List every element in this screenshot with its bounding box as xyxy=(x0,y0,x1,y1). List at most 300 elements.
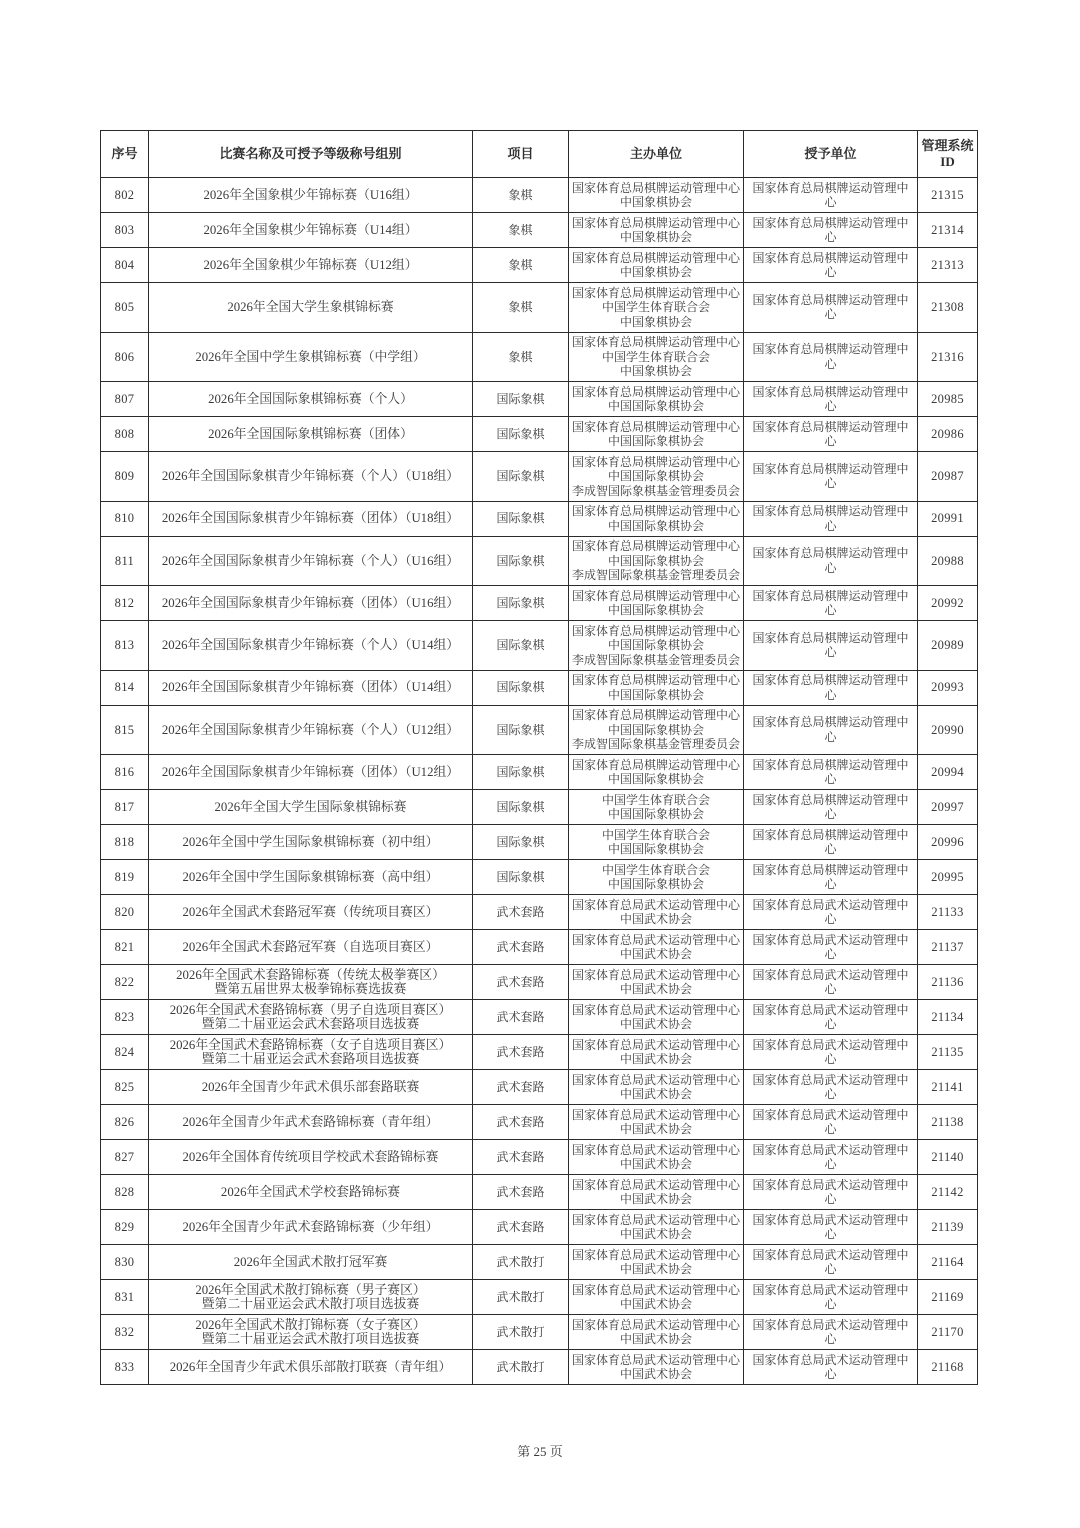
cell-grantor xyxy=(744,621,918,671)
cell-name xyxy=(149,621,473,671)
cell-text-line: 20986 xyxy=(931,426,964,441)
cell-text-line: 21141 xyxy=(931,1079,964,1094)
cell-text-line: 828 xyxy=(114,1184,135,1199)
page-number: 第 25 页 xyxy=(517,1444,563,1459)
cell-text-line: 2026年全国武术散打锦标赛（女子赛区） xyxy=(195,1317,426,1332)
cell-text-line: 827 xyxy=(114,1149,135,1164)
cell-organizer xyxy=(569,1035,744,1070)
cell-system-id xyxy=(918,705,978,755)
cell-text-line: 2026年全国青少年武术套路锦标赛（少年组） xyxy=(182,1219,439,1234)
table-row xyxy=(101,670,978,705)
table-row xyxy=(101,1245,978,1280)
cell-text-line: 暨第二十届亚运会武术散打项目选拔赛 xyxy=(201,1297,420,1311)
cell-text-line: 武术套路 xyxy=(496,1184,545,1199)
cell-system-id xyxy=(918,621,978,671)
cell-grantor xyxy=(744,1000,918,1035)
cell-seq xyxy=(101,965,149,1000)
cell-text-line: 国家体育总局棋牌运动管理中心 xyxy=(572,335,741,349)
cell-text-line: 暨第二十届亚运会武术套路项目选拔赛 xyxy=(201,1052,420,1066)
cell-grantor xyxy=(744,1245,918,1280)
cell-text-line: 国家体育总局武术运动管理中心 xyxy=(752,932,909,961)
cell-grantor xyxy=(744,213,918,248)
cell-text-line: 中国武术协会 xyxy=(619,1052,692,1066)
cell-sport xyxy=(473,1350,569,1385)
cell-system-id xyxy=(918,755,978,790)
cell-text-line: 国家体育总局棋牌运动管理中心 xyxy=(572,757,741,772)
table-row xyxy=(101,1210,978,1245)
cell-text-line: 国家体育总局武术运动管理中心 xyxy=(572,932,741,947)
cell-text-line: 21133 xyxy=(931,904,964,919)
cell-text-line: 国际象棋 xyxy=(496,680,545,695)
cell-text-line: 804 xyxy=(114,257,135,272)
cell-name xyxy=(149,965,473,1000)
cell-text-line: 807 xyxy=(114,391,135,406)
cell-grantor xyxy=(744,1350,918,1385)
cell-sport xyxy=(473,1035,569,1070)
cell-text-line: 20989 xyxy=(931,638,964,652)
cell-text-line: 809 xyxy=(114,469,135,483)
table-row xyxy=(101,536,978,586)
cell-text-line: 国家体育总局棋牌运动管理中心 xyxy=(752,827,909,856)
cell-system-id xyxy=(918,895,978,930)
cell-text-line: 国家体育总局棋牌运动管理中心 xyxy=(572,708,741,722)
cell-system-id xyxy=(918,1315,978,1350)
cell-grantor xyxy=(744,755,918,790)
cell-text-line: 2026年全国武术散打冠军赛 xyxy=(233,1254,388,1269)
cell-organizer xyxy=(569,248,744,283)
competitions-table xyxy=(100,130,978,1385)
cell-grantor xyxy=(744,965,918,1000)
cell-text-line: 国家体育总局棋牌运动管理中心 xyxy=(752,862,909,891)
cell-text-line: 20990 xyxy=(931,722,964,737)
cell-text-line: 20997 xyxy=(931,799,964,814)
cell-text-line: 中国学生体育联合会 xyxy=(601,792,710,807)
cell-sport xyxy=(473,1000,569,1035)
cell-text-line: 国际象棋 xyxy=(496,511,545,526)
cell-name xyxy=(149,1175,473,1210)
cell-text-line: 2026年全国国际象棋青少年锦标赛（团体）（U14组） xyxy=(161,680,460,695)
cell-text-line: 21313 xyxy=(931,257,964,272)
cell-text-line: 813 xyxy=(114,638,135,652)
cell-seq xyxy=(101,1315,149,1350)
cell-system-id xyxy=(918,1280,978,1315)
cell-text-line: 国际象棋 xyxy=(496,426,545,441)
cell-text-line: 国家体育总局棋牌运动管理中心 xyxy=(572,673,741,687)
cell-system-id xyxy=(918,382,978,417)
cell-text-line: 2026年全国武术套路冠军赛（自选项目赛区） xyxy=(182,939,439,954)
cell-organizer xyxy=(569,1315,744,1350)
cell-grantor xyxy=(744,1140,918,1175)
cell-system-id xyxy=(918,1140,978,1175)
cell-text-line: 国家体育总局棋牌运动管理中心 xyxy=(752,546,909,575)
cell-text-line: 中国国际象棋协会 xyxy=(607,687,704,702)
cell-sport xyxy=(473,930,569,965)
cell-sport xyxy=(473,178,569,213)
cell-text-line: 国家体育总局棋牌运动管理中心 xyxy=(752,792,909,821)
cell-sport xyxy=(473,1175,569,1210)
cell-seq xyxy=(101,536,149,586)
cell-text-line: 中国武术协会 xyxy=(619,1332,692,1346)
table-row xyxy=(101,860,978,895)
cell-text-line: 国家体育总局棋牌运动管理中心 xyxy=(572,419,741,434)
cell-text-line: 822 xyxy=(114,974,135,989)
header-text-line: 序号 xyxy=(111,146,138,161)
cell-organizer xyxy=(569,1140,744,1175)
cell-text-line: 国家体育总局武术运动管理中心 xyxy=(572,1247,741,1262)
cell-name xyxy=(149,213,473,248)
cell-text-line: 2026年全国武术学校套路锦标赛 xyxy=(220,1184,401,1199)
cell-text-line: 810 xyxy=(114,511,135,526)
cell-sport xyxy=(473,586,569,621)
cell-seq xyxy=(101,248,149,283)
cell-text-line: 国家体育总局棋牌运动管理中心 xyxy=(572,539,741,553)
cell-system-id xyxy=(918,825,978,860)
cell-text-line: 国家体育总局武术运动管理中心 xyxy=(752,1002,909,1031)
cell-system-id xyxy=(918,1000,978,1035)
cell-grantor xyxy=(744,670,918,705)
cell-seq xyxy=(101,501,149,536)
cell-text-line: 中国武术协会 xyxy=(619,947,692,961)
cell-text-line: 中国国际象棋协会 xyxy=(607,877,704,891)
cell-seq xyxy=(101,586,149,621)
cell-text-line: 中国学生体育联合会 xyxy=(601,862,710,877)
cell-name xyxy=(149,1245,473,1280)
cell-system-id xyxy=(918,1070,978,1105)
cell-text-line: 武术套路 xyxy=(496,974,545,989)
cell-text-line: 中国国际象棋协会 xyxy=(607,434,704,448)
cell-text-line: 象棋 xyxy=(508,300,533,314)
cell-text-line: 2026年全国青少年武术俱乐部套路联赛 xyxy=(201,1079,420,1094)
col-header-sport xyxy=(473,131,569,178)
cell-seq xyxy=(101,283,149,333)
table-row xyxy=(101,755,978,790)
cell-text-line: 国家体育总局棋牌运动管理中心 xyxy=(752,180,909,209)
cell-seq xyxy=(101,382,149,417)
cell-system-id xyxy=(918,178,978,213)
cell-organizer xyxy=(569,930,744,965)
cell-seq xyxy=(101,930,149,965)
cell-name xyxy=(149,1035,473,1070)
table-row xyxy=(101,332,978,382)
cell-text-line: 国家体育总局武术运动管理中心 xyxy=(572,1212,741,1227)
cell-seq xyxy=(101,705,149,755)
cell-grantor xyxy=(744,501,918,536)
cell-seq xyxy=(101,621,149,671)
cell-text-line: 831 xyxy=(114,1289,135,1304)
cell-system-id xyxy=(918,930,978,965)
cell-name xyxy=(149,930,473,965)
cell-name xyxy=(149,283,473,333)
header-text-line: 比赛名称及可授予等级称号组别 xyxy=(219,146,402,161)
cell-sport xyxy=(473,790,569,825)
cell-seq xyxy=(101,1245,149,1280)
cell-name xyxy=(149,248,473,283)
cell-text-line: 812 xyxy=(114,595,135,610)
cell-text-line: 国家体育总局棋牌运动管理中心 xyxy=(572,215,741,230)
table-row xyxy=(101,1175,978,1210)
cell-text-line: 国家体育总局武术运动管理中心 xyxy=(572,1282,741,1297)
cell-text-line: 20994 xyxy=(931,764,964,779)
cell-sport xyxy=(473,755,569,790)
cell-text-line: 816 xyxy=(114,764,135,779)
cell-text-line: 李成智国际象棋基金管理委员会 xyxy=(572,652,741,667)
cell-text-line: 国家体育总局棋牌运动管理中心 xyxy=(752,673,909,702)
cell-grantor xyxy=(744,1105,918,1140)
cell-text-line: 814 xyxy=(114,680,135,695)
cell-sport xyxy=(473,1280,569,1315)
table-row xyxy=(101,452,978,502)
cell-sport xyxy=(473,1315,569,1350)
cell-text-line: 中国武术协会 xyxy=(619,1192,692,1206)
cell-system-id xyxy=(918,1210,978,1245)
cell-grantor xyxy=(744,895,918,930)
cell-text-line: 国家体育总局武术运动管理中心 xyxy=(572,1072,741,1087)
cell-text-line: 中国武术协会 xyxy=(619,1297,692,1311)
cell-sport xyxy=(473,895,569,930)
cell-seq xyxy=(101,178,149,213)
table-row xyxy=(101,178,978,213)
cell-name xyxy=(149,1140,473,1175)
cell-organizer xyxy=(569,1070,744,1105)
cell-sport xyxy=(473,332,569,382)
cell-text-line: 国家体育总局棋牌运动管理中心 xyxy=(572,454,741,469)
cell-name xyxy=(149,536,473,586)
cell-organizer xyxy=(569,382,744,417)
cell-text-line: 中国武术协会 xyxy=(619,1122,692,1136)
cell-text-line: 李成智国际象棋基金管理委员会 xyxy=(572,568,741,582)
col-header-name xyxy=(149,131,473,178)
cell-system-id xyxy=(918,790,978,825)
cell-text-line: 817 xyxy=(114,799,135,814)
table-row xyxy=(101,1000,978,1035)
table-header xyxy=(101,131,978,178)
header-text-line: 授予单位 xyxy=(804,146,857,161)
cell-text-line: 国际象棋 xyxy=(496,595,545,610)
cell-text-line: 国家体育总局武术运动管理中心 xyxy=(752,1247,909,1276)
cell-text-line: 中国国际象棋协会 xyxy=(607,842,704,856)
header-text-line: ID xyxy=(940,154,955,169)
cell-text-line: 国际象棋 xyxy=(496,722,545,737)
cell-organizer xyxy=(569,825,744,860)
cell-text-line: 2026年全国国际象棋青少年锦标赛（个人）（U16组） xyxy=(161,553,460,568)
cell-system-id xyxy=(918,501,978,536)
cell-text-line: 2026年全国大学生国际象棋锦标赛 xyxy=(214,799,407,814)
cell-text-line: 国家体育总局武术运动管理中心 xyxy=(572,1317,741,1332)
cell-grantor xyxy=(744,382,918,417)
cell-text-line: 中国武术协会 xyxy=(619,1262,692,1276)
cell-seq xyxy=(101,1175,149,1210)
cell-organizer xyxy=(569,1175,744,1210)
cell-text-line: 武术套路 xyxy=(496,1219,545,1234)
cell-text-line: 2026年全国中学生国际象棋锦标赛（初中组） xyxy=(182,834,439,849)
cell-text-line: 国家体育总局武术运动管理中心 xyxy=(752,1037,909,1066)
cell-text-line: 21142 xyxy=(931,1184,964,1199)
cell-organizer xyxy=(569,586,744,621)
cell-grantor xyxy=(744,1035,918,1070)
cell-text-line: 中国武术协会 xyxy=(619,1367,692,1381)
cell-text-line: 国家体育总局棋牌运动管理中心 xyxy=(752,419,909,448)
cell-text-line: 国家体育总局棋牌运动管理中心 xyxy=(752,504,909,533)
cell-name xyxy=(149,705,473,755)
cell-system-id xyxy=(918,1350,978,1385)
cell-system-id xyxy=(918,283,978,333)
cell-grantor xyxy=(744,283,918,333)
cell-grantor xyxy=(744,790,918,825)
cell-sport xyxy=(473,501,569,536)
table-row xyxy=(101,417,978,452)
cell-text-line: 21164 xyxy=(931,1254,964,1269)
cell-seq xyxy=(101,670,149,705)
cell-name xyxy=(149,501,473,536)
cell-text-line: 20985 xyxy=(931,391,964,406)
cell-sport xyxy=(473,705,569,755)
cell-name xyxy=(149,1210,473,1245)
cell-text-line: 国家体育总局棋牌运动管理中心 xyxy=(752,384,909,413)
cell-system-id xyxy=(918,670,978,705)
cell-grantor xyxy=(744,536,918,586)
cell-text-line: 国家体育总局武术运动管理中心 xyxy=(572,1037,741,1052)
cell-text-line: 819 xyxy=(114,869,135,884)
cell-text-line: 武术套路 xyxy=(496,1009,545,1024)
table-row xyxy=(101,1350,978,1385)
cell-text-line: 2026年全国国际象棋青少年锦标赛（团体）（U12组） xyxy=(161,764,460,779)
cell-text-line: 中国国际象棋协会 xyxy=(607,638,704,652)
table-row xyxy=(101,1105,978,1140)
table-row xyxy=(101,501,978,536)
cell-grantor xyxy=(744,452,918,502)
table-body xyxy=(101,178,978,1385)
cell-text-line: 国家体育总局武术运动管理中心 xyxy=(752,1352,909,1381)
table-row xyxy=(101,1140,978,1175)
cell-organizer xyxy=(569,283,744,333)
cell-text-line: 20996 xyxy=(931,834,964,849)
cell-text-line: 中国国际象棋协会 xyxy=(607,518,704,533)
cell-name xyxy=(149,178,473,213)
cell-sport xyxy=(473,1105,569,1140)
cell-text-line: 21168 xyxy=(931,1359,964,1374)
cell-text-line: 832 xyxy=(114,1324,135,1339)
cell-text-line: 中国学生体育联合会 xyxy=(601,827,710,842)
cell-seq xyxy=(101,790,149,825)
cell-text-line: 2026年全国国际象棋青少年锦标赛（个人）（U12组） xyxy=(161,722,460,737)
cell-name xyxy=(149,825,473,860)
cell-text-line: 中国国际象棋协会 xyxy=(607,722,704,737)
cell-text-line: 21135 xyxy=(931,1044,964,1059)
cell-text-line: 21136 xyxy=(931,974,964,989)
cell-text-line: 21170 xyxy=(931,1324,964,1339)
cell-text-line: 国家体育总局武术运动管理中心 xyxy=(752,1212,909,1241)
cell-organizer xyxy=(569,452,744,502)
cell-text-line: 象棋 xyxy=(508,257,533,272)
cell-text-line: 中国国际象棋协会 xyxy=(607,553,704,568)
cell-sport xyxy=(473,382,569,417)
cell-organizer xyxy=(569,1000,744,1035)
cell-name xyxy=(149,860,473,895)
cell-text-line: 中国学生体育联合会 xyxy=(601,300,710,314)
cell-system-id xyxy=(918,452,978,502)
cell-text-line: 中国武术协会 xyxy=(619,1157,692,1171)
table-row xyxy=(101,1280,978,1315)
cell-seq xyxy=(101,452,149,502)
cell-text-line: 21308 xyxy=(931,300,964,314)
cell-organizer xyxy=(569,178,744,213)
cell-name xyxy=(149,755,473,790)
cell-text-line: 中国国际象棋协会 xyxy=(607,469,704,483)
cell-text-line: 国家体育总局棋牌运动管理中心 xyxy=(572,250,741,265)
cell-text-line: 823 xyxy=(114,1009,135,1024)
cell-text-line: 武术套路 xyxy=(496,1044,545,1059)
cell-text-line: 21316 xyxy=(931,349,964,364)
cell-text-line: 国家体育总局武术运动管理中心 xyxy=(572,1107,741,1122)
cell-text-line: 2026年全国武术套路锦标赛（男子自选项目赛区） xyxy=(169,1002,452,1017)
cell-seq xyxy=(101,1035,149,1070)
table-row xyxy=(101,586,978,621)
cell-name xyxy=(149,1105,473,1140)
cell-text-line: 2026年全国国际象棋青少年锦标赛（团体）（U16组） xyxy=(161,595,460,610)
cell-text-line: 2026年全国武术套路锦标赛（女子自选项目赛区） xyxy=(169,1037,452,1052)
cell-text-line: 20992 xyxy=(931,595,964,610)
cell-seq xyxy=(101,860,149,895)
cell-text-line: 825 xyxy=(114,1079,135,1094)
cell-text-line: 象棋 xyxy=(508,187,533,202)
cell-grantor xyxy=(744,1175,918,1210)
cell-text-line: 国家体育总局棋牌运动管理中心 xyxy=(752,757,909,786)
cell-text-line: 国家体育总局武术运动管理中心 xyxy=(752,1177,909,1206)
cell-text-line: 803 xyxy=(114,222,135,237)
cell-grantor xyxy=(744,586,918,621)
cell-text-line: 21169 xyxy=(931,1289,964,1304)
cell-sport xyxy=(473,1070,569,1105)
cell-seq xyxy=(101,213,149,248)
cell-text-line: 国家体育总局棋牌运动管理中心 xyxy=(752,630,909,660)
cell-sport xyxy=(473,1245,569,1280)
cell-system-id xyxy=(918,1035,978,1070)
cell-text-line: 暨第五届世界太极拳锦标赛选拔赛 xyxy=(214,982,407,996)
cell-text-line: 中国国际象棋协会 xyxy=(607,603,704,617)
cell-text-line: 国家体育总局武术运动管理中心 xyxy=(752,1142,909,1171)
cell-text-line: 国际象棋 xyxy=(496,469,545,483)
cell-text-line: 武术套路 xyxy=(496,904,545,919)
cell-text-line: 20991 xyxy=(931,511,964,526)
cell-text-line: 808 xyxy=(114,426,135,441)
cell-text-line: 中国象棋协会 xyxy=(619,265,692,279)
cell-seq xyxy=(101,417,149,452)
cell-text-line: 833 xyxy=(114,1359,135,1374)
cell-text-line: 2026年全国青少年武术俱乐部散打联赛（青年组） xyxy=(169,1359,452,1374)
cell-text-line: 象棋 xyxy=(508,349,533,364)
cell-text-line: 20987 xyxy=(931,469,964,483)
cell-system-id xyxy=(918,1105,978,1140)
table-row xyxy=(101,1070,978,1105)
cell-text-line: 805 xyxy=(114,300,135,314)
col-header-grantor xyxy=(744,131,918,178)
cell-text-line: 中国国际象棋协会 xyxy=(607,807,704,821)
cell-text-line: 国家体育总局武术运动管理中心 xyxy=(752,1072,909,1101)
cell-system-id xyxy=(918,965,978,1000)
cell-text-line: 国际象棋 xyxy=(496,638,545,652)
cell-text-line: 20988 xyxy=(931,553,964,568)
table-row xyxy=(101,1315,978,1350)
cell-organizer xyxy=(569,621,744,671)
cell-text-line: 21315 xyxy=(931,187,964,202)
cell-text-line: 国家体育总局棋牌运动管理中心 xyxy=(572,504,741,518)
table-row xyxy=(101,965,978,1000)
cell-text-line: 中国武术协会 xyxy=(619,1227,692,1241)
cell-text-line: 2026年全国大学生象棋锦标赛 xyxy=(227,300,394,314)
cell-organizer xyxy=(569,1105,744,1140)
cell-text-line: 2026年全国象棋少年锦标赛（U14组） xyxy=(203,222,418,237)
cell-seq xyxy=(101,1210,149,1245)
